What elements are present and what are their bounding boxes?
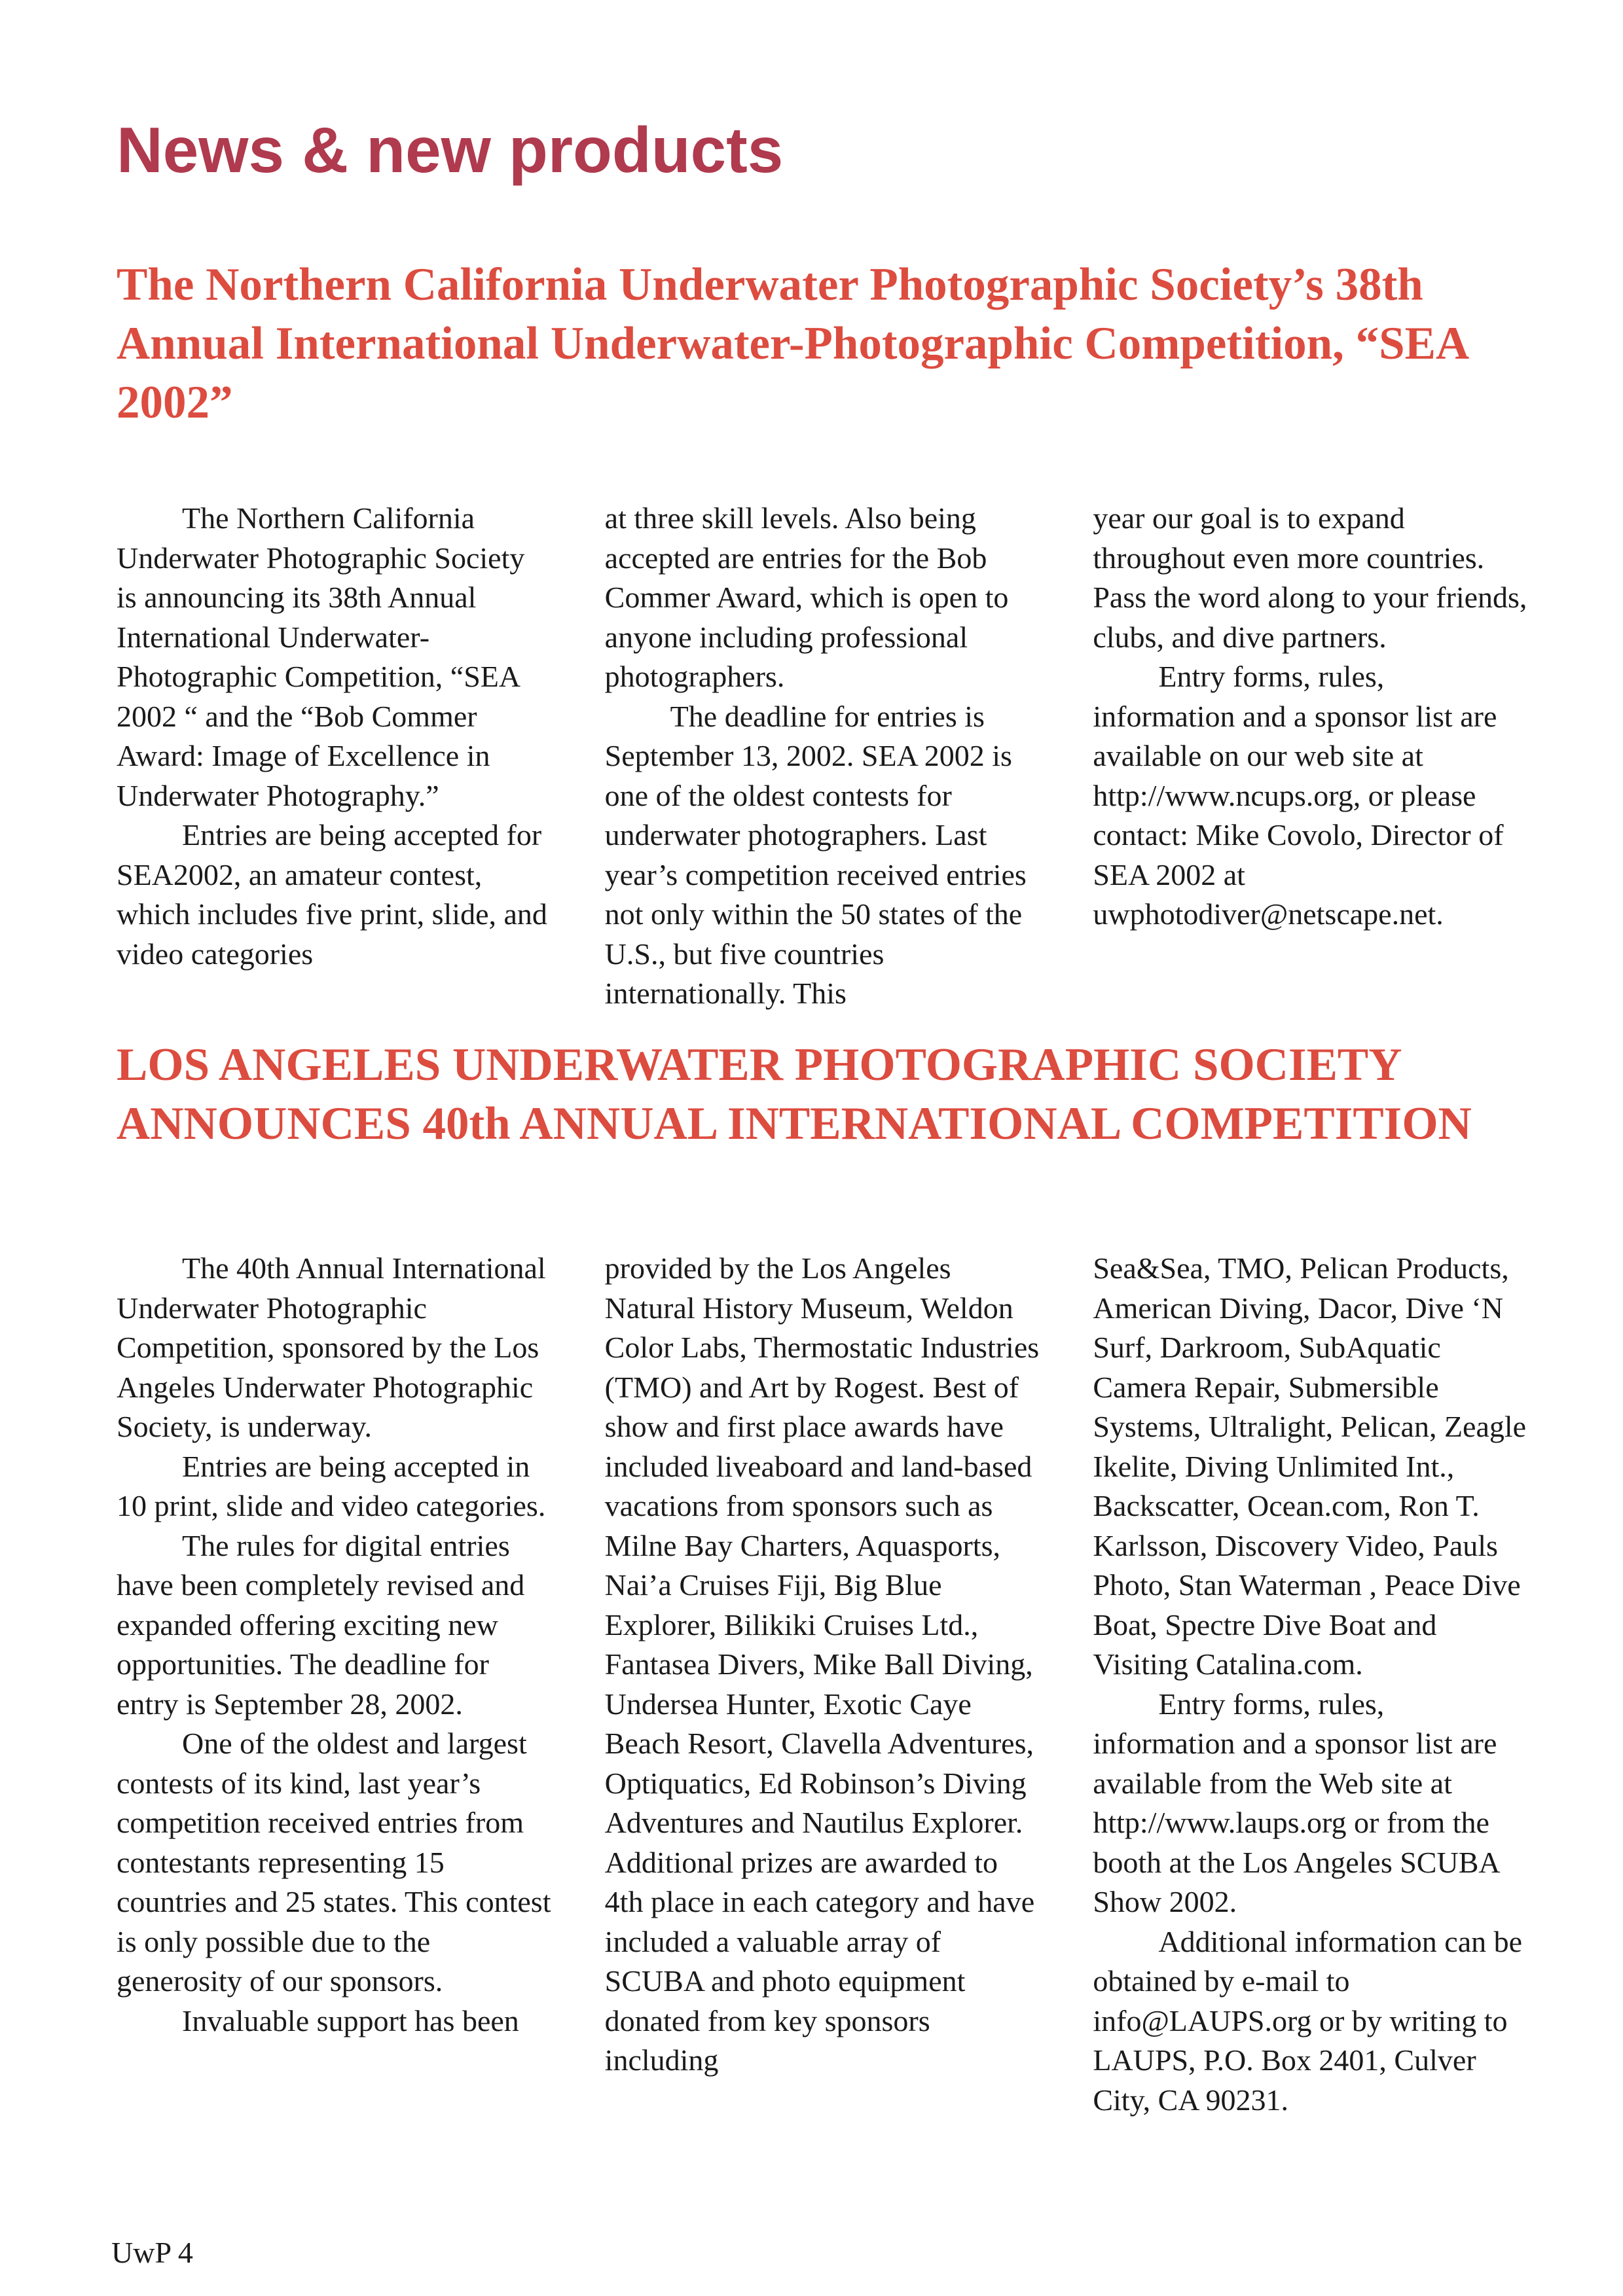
article-1-column-2 [605,499,1040,1014]
article-2-column-2 [605,1249,1040,2120]
paragraph: The deadline for entries is September 13, 2002. SEA 2002 is one of the oldest contests for underwater photographers. Last year’s competition received entries not only within the 50 states of the U.S., but five countries internationally. This [604,699,1027,1010]
article-2-title: LOS ANGELES UNDERWATER PHOTOGRAPHIC SOCIETY ANNOUNCES 40th ANNUAL INTERNATIONAL COMPETITION [117,1039,1472,1149]
paragraph: year our goal is to expand throughout even more countries. Pass the word along to your friends, clubs, and dive partners. [1093,501,1527,654]
paragraph: Entries are being accepted in 10 print, slide and video categories. [117,1449,546,1522]
article-1-body [117,499,1527,1014]
paragraph: Entry forms, rules, information and a sponsor list are available on our web site at http://www.ncups.org, or please contact: Mike Covolo, Director of SEA 2002 at uwphotodiver@netscape.net. [1093,660,1504,931]
paragraph: Additional information can be obtained by e-mail to info@LAUPS.org or by writing to LAUPS, P.O. Box 2401, Culver City, CA 90231. [1093,1924,1523,2117]
article-2-column-1 [117,1249,551,2120]
paragraph: One of the oldest and largest contests of its kind, last year’s competition received entries from contestants representing 15 countries and 25 states. This contest is only possible due to the generosity of our sponsors. [117,1727,551,1998]
paragraph: The Northern California Underwater Photographic Society is announcing its 38th Annual International Underwater-Photographic Competition, “SEA 2002 “ and the “Bob Commer Award: Image of Excellence in Underwater Photography.” [117,501,525,812]
paragraph: at three skill levels. Also being accepted are entries for the Bob Commer Award, which is open to anyone including professional photographers. [604,501,1009,693]
paragraph: provided by the Los Angeles Natural History Museum, Weldon Color Labs, Thermostatic Industries (TMO) and Art by Rogest. Best of show and first place awards have included liveaboard and land-based vacations from sponsors such as Milne Bay Charters, Aquasports, Nai’a Cruises Fiji, Big Blue Explorer, Bilikiki Cruises Ltd., Fantasea Divers, Mike Ball Diving, Undersea Hunter, Exotic Caye Beach Resort, Clavella Adventures, Optiquatics, Ed Robinson’s Diving Adventures and Nautilus Explorer. Additional prizes are awarded to 4th place in each category and have included a valuable array of SCUBA and photo equipment donated from key sponsors including [604,1251,1040,2077]
paragraph: Entry forms, rules, information and a sponsor list are available from the Web site at http://www.laups.org or from the booth at the Los Angeles SCUBA Show 2002. [1093,1687,1499,1918]
paragraph: Invaluable support has been [182,2003,519,2037]
article-2-column-3 [1093,1249,1527,2120]
article-1-title: The Northern California Underwater Photographic Society’s 38th Annual International Underwater-Photographic Competition, “SEA 2002” [117,259,1467,428]
article-2-body [117,1249,1527,2120]
page-number: UwP 4 [111,2236,193,2269]
paragraph: Sea&Sea, TMO, Pelican Products, American Diving, Dacor, Dive ‘N Surf, Darkroom, SubAquatic Camera Repair, Submersible Systems, Ultralight, Pelican, Zeagle Ikelite, Diving Unlimited Int., Backscatter, Ocean.com, Ron T. Karlsson, Discovery Video, Pauls Photo, Stan Waterman , Peace Dive Boat, Spectre Dive Boat and Visiting Catalina.com. [1093,1251,1527,1681]
page-heading: News & new products [117,114,784,186]
paragraph: Entries are being accepted for SEA2002, an amateur contest, which includes five print, slide, and video categories [117,818,547,971]
article-1-column-1 [117,499,551,1014]
paragraph: The 40th Annual International Underwater Photographic Competition, sponsored by the Los Angeles Underwater Photographic Society, is underway. [117,1251,546,1443]
paragraph: The rules for digital entries have been completely revised and expanded offering exciting new opportunities. The deadline for entry is September 28, 2002. [117,1528,525,1721]
article-1-column-3 [1093,499,1527,1014]
